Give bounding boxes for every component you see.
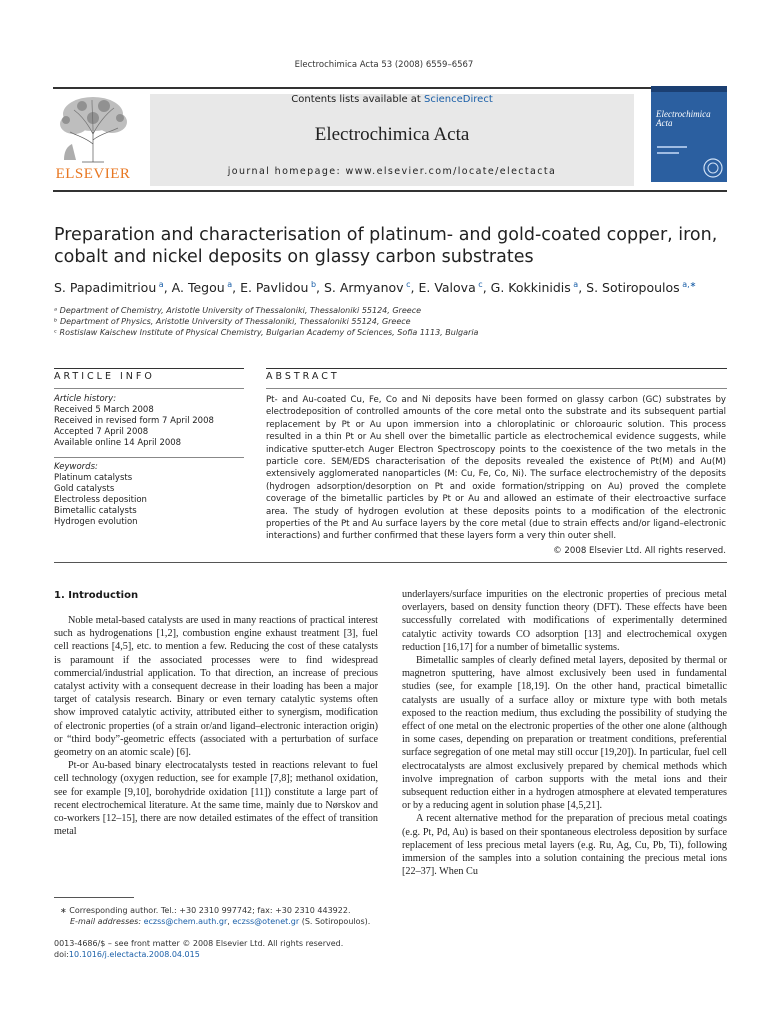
header-bottom-rule [53,190,727,192]
author-name: S. Armyanov [324,280,404,296]
sciencedirect-link[interactable]: ScienceDirect [424,94,493,105]
body-right-column [402,588,727,878]
doi-link[interactable]: 10.1016/j.electacta.2008.04.015 [68,950,200,959]
author-affiliation-marker: a [156,280,164,289]
title-line-2: cobalt and nickel deposits on glassy carbon substrates [54,247,534,267]
body-left-column [54,614,378,838]
journal-homepage[interactable]: journal homepage: www.elsevier.com/locate/electacta [227,166,557,177]
author-name: E. Pavlidou [240,280,309,296]
contents-prefix: Contents lists available at [291,94,425,105]
contents-availability [150,94,634,105]
keyword-item: Gold catalysts [54,484,115,494]
journal-cover-icon [651,86,727,182]
author-list [54,280,734,295]
history-online: Available online 14 April 2008 [54,438,182,448]
author-separator: , [578,280,587,296]
title-line-1: Preparation and characterisation of platinum- and gold-coated copper, iron, [54,225,718,245]
article-title [54,224,734,268]
journal-citation: Electrochimica Acta 53 (2008) 6559–6567 [294,60,474,70]
corresponding-author: ∗ Corresponding author. Tel.: +30 2310 997742; fax: +30 2310 443922. [60,906,351,915]
abstract-rule [266,368,727,369]
affiliation-c: ᶜ Rostislaw Kaischew Institute of Physical Chemistry, Bulgarian Academy of Sciences, Sofia 1113, Bulgaria [54,328,479,337]
author-name: G. Kokkinidis [490,280,571,296]
author-affiliation-marker: b [308,280,317,289]
abstract-text: Pt- and Au-coated Cu, Fe, Co and Ni deposits have been formed on glassy carbon (GC) substrates by electrodeposition of controlled amounts of the core metal onto the substrate and its subsequent partial replacement by Pt or Au upon immersion into a chloroplatinic or chloroauric solution. This process resulted in a thin Pt or Au shell over the bimetallic particle as electrochemical evidence suggests, while indicative sputter-etch Auger Electron Spectroscopy points to the coexistence of the two metals in the particle core. SEM/EDS characterisation of the deposits revealed the existence of Pt(M) and Au(M) extensively agglomerated nanoparticles (M: Cu, Fe, Co, Ni). The surface electrochemistry of the deposits (hydrogen adsorption/desorption on Pt and oxide formation/stripping on Au) proved the complete coverage of the bimetallic particles by Pt or Au and allowed an estimate of their electroactive surface area. The study of hydrogen evolution at these deposits points to a modification of the electronic properties of the Pt and Au surface layers by the core metal (due to strain effects and/or ligand–electronic interactions) and further confirmed that these layers form a very thin outer shell. [266,395,726,542]
abstract-bottom-rule [54,562,727,563]
email-label: E-mail addresses: [70,917,144,926]
section-heading-introduction: 1. Introduction [54,590,139,601]
article-info-block [54,394,244,528]
author-name: S. Sotiropoulos [586,280,680,296]
author-affiliation-marker: c [403,280,411,289]
footnote-corresponding [60,905,380,927]
author-name: A. Tegou [171,280,225,296]
author-name: S. Papadimitriou [54,280,157,296]
history-label: Article history: [54,394,117,404]
author-affiliation-marker: a,∗ [679,280,697,289]
author-separator: , [316,280,324,296]
history-revised: Received in revised form 7 April 2008 [54,416,214,426]
intro-paragraph-3: underlayers/surface impurities on the electronic properties of precious metal overlayers, based on density function theory (DFT). These effects have been successfully correlated with modifications of experimentally determined catalytic activity towards CO adsorption [13] and electrochemical oxygen reduction [16,17] for a number of bimetallic systems. [402,589,727,653]
cover-title: Electrochimica Acta [656,109,711,128]
history-received: Received 5 March 2008 [54,405,154,415]
header-top-rule [53,87,727,89]
affiliations [54,305,734,338]
keyword-item: Electroless deposition [54,495,147,505]
intro-paragraph-2: Pt-or Au-based binary electrocatalysts tested in reactions relevant to fuel cell technology (oxygen reduction, see for example [7,8]; methanol oxidation, see for example [9,10], borohydride oxidation [11]) constitute a large part of recent electrochemical literature. At the same time, mainly due to Nørskov and co-workers [12–15], there are now detailed estimates of the effect of transition metal [54,760,378,838]
author-separator: , [410,280,419,296]
article-info-heading: ARTICLE INFO [54,371,155,382]
email-sep: , [227,917,233,926]
intro-paragraph-1: Noble metal-based catalysts are used in many reactions of practical interest such as hydrogenations [1,2], combustion engine exhaust treatment [3], fuel cell reactions [4,5], etc. to mention a few. Reducing the cost of these catalysts is paramount if the associated processes were to find widespread commercial/industrial application. To that direction, an increase of precious catalyst activity with a consequent decrease in their loading has been a major target of catalysis research. Binary or even ternary catalytic systems often show improved catalytic activity, attributed either to synergism, modification of electronic properties (of a strain or/and ligand–electronic interaction origin) or “third body”-geometric effects (associated with a perturbation of surface geometry on an atomic scale) [6]. [54,615,378,759]
keywords-label: Keywords: [54,462,98,472]
elsevier-logo-text: ELSEVIER [55,166,131,182]
footnote-rule [54,897,134,898]
abstract-block [266,394,726,557]
intro-paragraph-5: A recent alternative method for the preparation of precious metal coatings (e.g. Pt, Pd, Au) is based on their spontaneous electroless deposition by surface replacement of less precious metal layers (e.g. Ru, Ag, Cu, Pb, Ti), following immersion of the samples into a solution containing the precious metal ions [22–37]. When Cu [402,813,727,878]
intro-paragraph-4: Bimetallic samples of clearly defined metal layers, deposited by thermal or magnetron sputtering, have almost exclusively been used in fundamental studies (see, for example [18,19]. On the other hand, practical bimetallic catalysts are usually of a surface alloy or mixture type with both metals exposed to the reaction medium, thus excluding the possibility of studying the effect of one metal on the electronic properties of the other one alone (although in some cases, depending on preparation or treatment conditions, preferential surface segregation of one metal may still occur [19,20]). In particular, fuel cell electrocatalysts are almost exclusively prepared by chemical methods which involve impregnation of carbon supports with the metal ions and their subsequent reduction either in a hydrogen atmosphere at elevated temperatures or by a reducing agent in solution phase [4,5,21]. [402,655,727,812]
email-link-1[interactable]: eczss@chem.auth.gr [143,917,228,926]
keyword-item: Bimetallic catalysts [54,506,137,516]
abstract-copyright: © 2008 Elsevier Ltd. All rights reserved. [553,545,726,556]
article-info-subrule [54,388,244,389]
keywords-rule [54,457,244,458]
affiliation-a: ᵃ Department of Chemistry, Aristotle University of Thessaloniki, Thessaloniki 55124, Greece [54,306,422,315]
abstract-subrule [266,388,727,389]
elsevier-tree-logo-icon [52,94,134,164]
author-affiliation-marker: c [475,280,483,289]
history-accepted: Accepted 7 April 2008 [54,427,149,437]
author-separator: , [163,280,172,296]
email-suffix: (S. Sotiropoulos). [299,917,371,926]
issn-line: 0013-4686/$ – see front matter © 2008 Elsevier Ltd. All rights reserved. [54,939,344,948]
front-matter [54,938,454,960]
author-separator: , [482,280,491,296]
affiliation-b: ᵇ Department of Physics, Aristotle University of Thessaloniki, Thessaloniki 55124, Greece [54,317,411,326]
keyword-item: Hydrogen evolution [54,517,138,527]
doi-label: doi: [54,950,69,959]
author-affiliation-marker: a [570,280,579,289]
author-affiliation-marker: a [224,280,233,289]
author-name: E. Valova [418,280,476,296]
journal-name: Electrochimica Acta [314,124,470,145]
abstract-heading: ABSTRACT [266,371,340,382]
email-link-2[interactable]: eczss@otenet.gr [232,917,300,926]
author-separator: , [232,280,241,296]
keyword-item: Platinum catalysts [54,473,133,483]
article-info-rule [54,368,244,369]
